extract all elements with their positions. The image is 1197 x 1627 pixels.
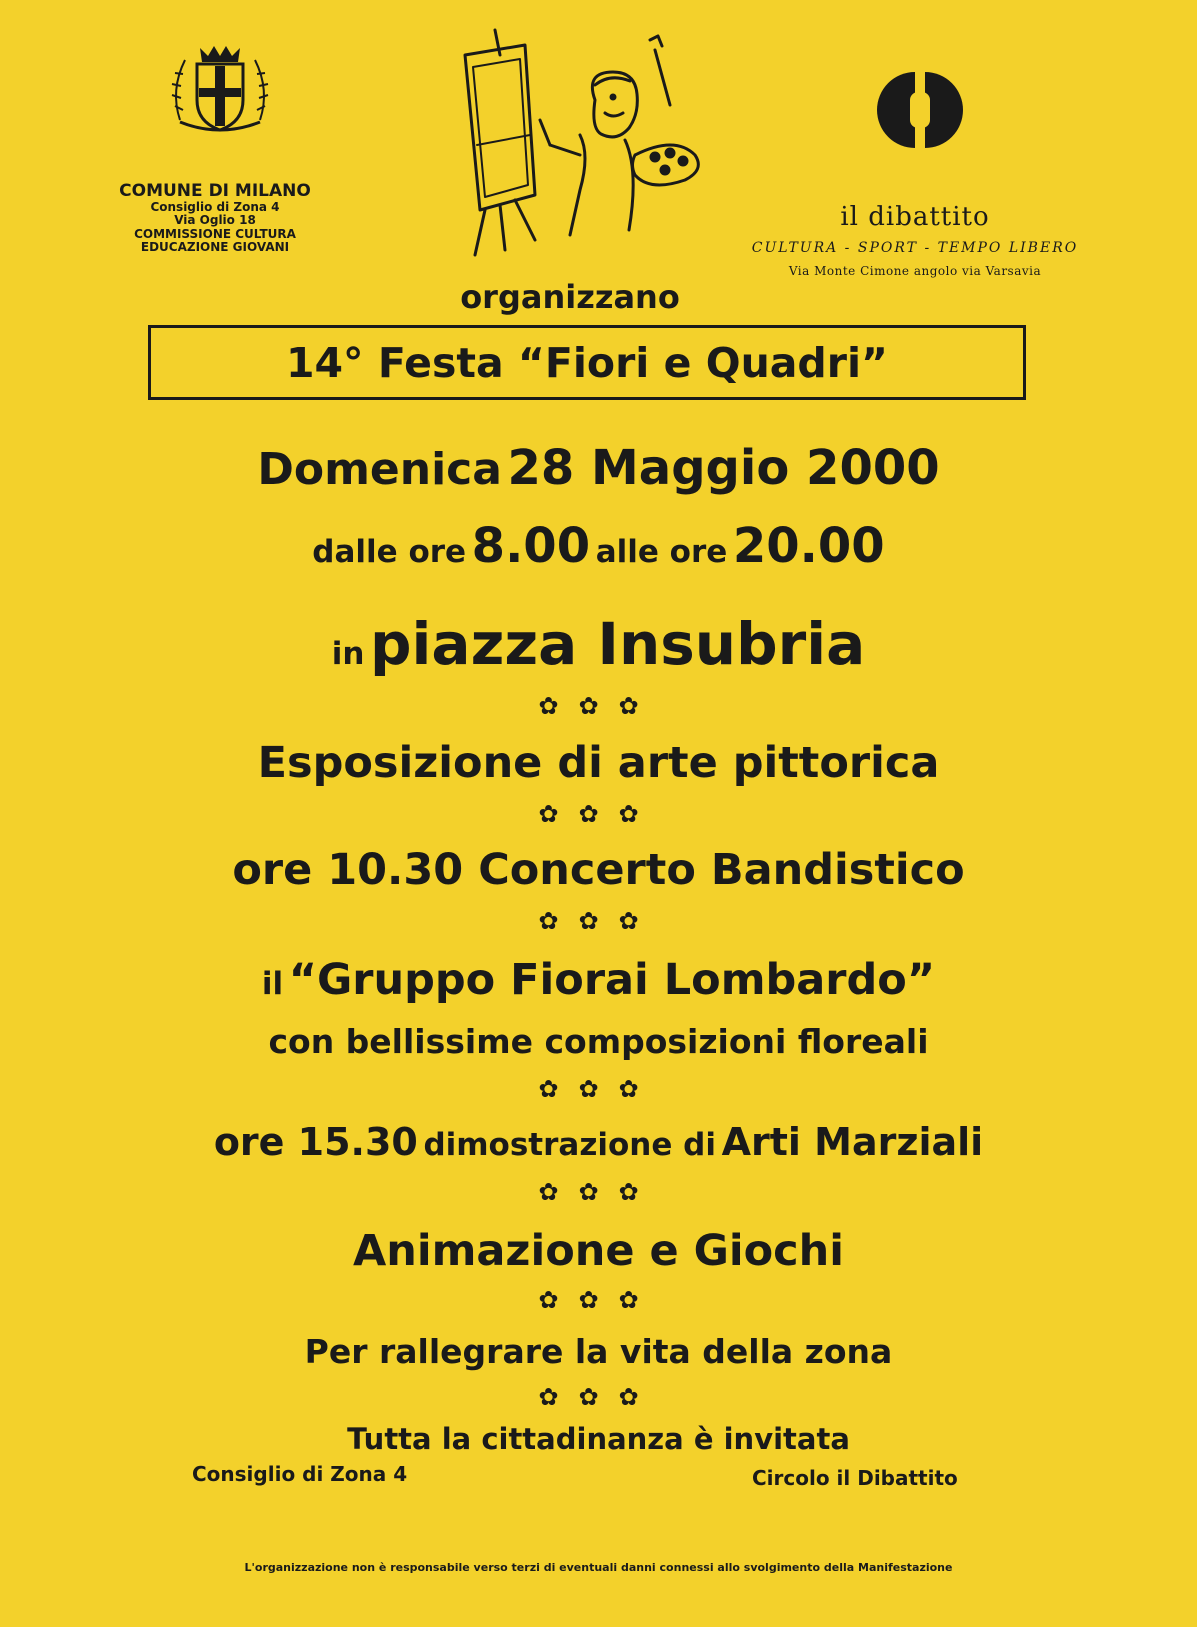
martial-arts-mid: dimostrazione di [423,1127,716,1163]
program-games: Animazione e Giochi [352,1226,845,1276]
dibattito-block [730,202,1100,278]
flower-divider-icon: ✿✿✿ [538,800,659,828]
program-martial-arts-line [0,1120,1197,1164]
hours-to: 20.00 [732,518,885,574]
place-prefix: in [331,636,365,672]
footer-consiglio: Consiglio di Zona 4 [192,1462,408,1486]
flower-divider-icon: ✿✿✿ [538,1178,659,1206]
hours-from: 8.00 [471,518,591,574]
date-prefix: Domenica [257,444,502,495]
fiorai-prefix: il [261,966,284,1002]
comune-title: COMUNE DI MILANO [119,181,311,201]
dibattito-subtitle: CULTURA - SPORT - TEMPO LIBERO [751,240,1079,256]
comune-line-education: EDUCAZIONE GIOVANI [140,240,290,255]
program-fiorai-sub: con bellissime composizioni floreali [268,1022,929,1061]
organizzano-label: organizzano [460,278,680,316]
invitation-line: Tutta la cittadinanza è invitata [347,1422,850,1456]
program-fiorai-line [0,955,1197,1005]
program-fiorai: “Gruppo Fiorai Lombardo” [288,955,936,1005]
disclaimer: L'organizzazione non è responsabile verso terzi di eventuali danni connessi allo svolgimento della Manifestazione [244,1561,953,1574]
milano-coat-of-arms-icon [165,40,275,140]
flower-divider-icon: ✿✿✿ [538,907,659,935]
event-date-line [0,440,1197,496]
event-title: 14° Festa “Fiori e Quadri” [285,338,888,387]
program-zone-life: Per rallegrare la vita della zona [304,1332,893,1371]
event-hours-line [0,518,1197,574]
event-place-line [0,610,1197,678]
hours-to-label: alle ore [595,534,728,570]
event-title-box [148,325,1026,400]
flower-divider-icon: ✿✿✿ [538,1075,659,1103]
dibattito-title: il dibattito [840,202,990,232]
comune-di-milano-block [100,182,330,255]
flower-divider-icon: ✿✿✿ [538,692,659,720]
dibattito-logo-icon [870,70,970,150]
program-exhibition: Esposizione di arte pittorica [257,738,940,788]
flower-divider-icon: ✿✿✿ [538,1286,659,1314]
footer-circolo: Circolo il Dibattito [752,1466,958,1490]
event-date: 28 Maggio 2000 [507,440,940,496]
painter-illustration-icon [455,25,705,265]
program-concert: ore 10.30 Concerto Bandistico [232,845,965,895]
martial-arts-title: Arti Marziali [721,1120,984,1164]
comune-line-zona: Consiglio di Zona 4 [150,200,280,215]
event-place: piazza Insubria [370,610,866,678]
comune-line-address: Via Oglio 18 [174,213,256,228]
martial-arts-time: ore 15.30 [213,1120,418,1164]
flower-divider-icon: ✿✿✿ [538,1383,659,1411]
dibattito-address: Via Monte Cimone angolo via Varsavia [788,264,1042,278]
comune-line-commission: COMMISSIONE CULTURA [134,226,296,241]
hours-from-label: dalle ore [312,534,467,570]
